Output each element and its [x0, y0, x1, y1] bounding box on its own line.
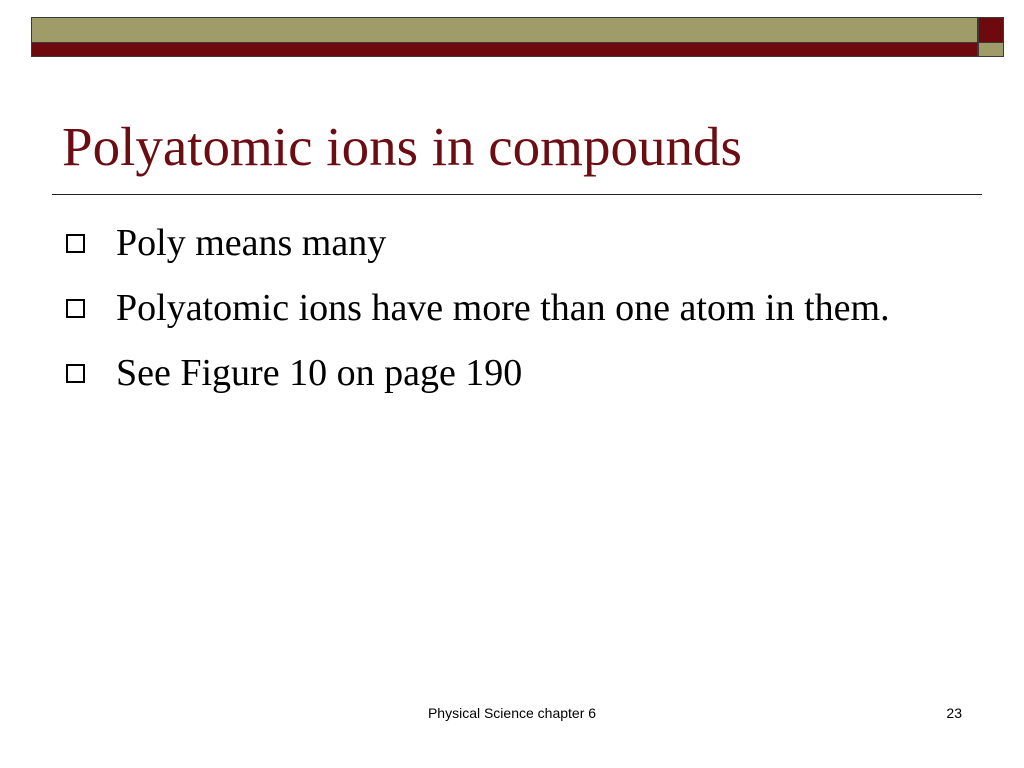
top-decorative-bar	[31, 17, 978, 57]
top-bar-maroon-band	[32, 43, 977, 57]
title-divider	[52, 194, 982, 195]
hollow-square-bullet-icon	[66, 234, 85, 253]
corner-block-olive-band	[979, 43, 1003, 57]
page-number: 23	[946, 705, 962, 721]
corner-block-maroon-band	[979, 18, 1003, 43]
bullet-text: Polyatomic ions have more than one atom in them.	[116, 287, 890, 329]
bullet-item	[64, 281, 964, 336]
top-bar-olive-band	[32, 18, 977, 43]
bullet-text: Poly means many	[116, 222, 387, 264]
bullet-list	[64, 216, 964, 411]
slide-title: Polyatomic ions in compounds	[62, 116, 742, 177]
top-corner-block	[978, 17, 1004, 57]
hollow-square-bullet-icon	[66, 364, 85, 383]
footer-text: Physical Science chapter 6	[427, 705, 597, 721]
bullet-item	[64, 346, 964, 401]
hollow-square-bullet-icon	[66, 299, 85, 318]
bullet-item	[64, 216, 964, 271]
bullet-text: See Figure 10 on page 190	[116, 352, 523, 394]
